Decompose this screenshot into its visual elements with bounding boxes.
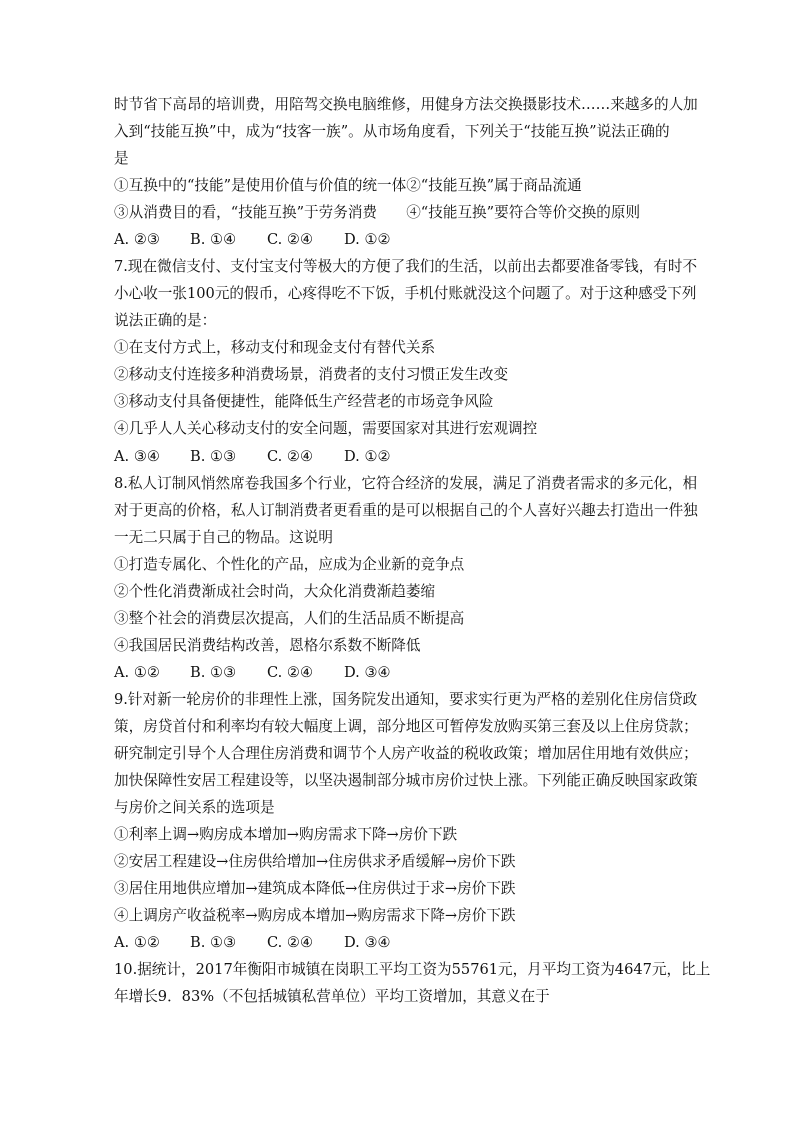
q8-statement-4: ④我国居民消费结构改善，恩格尔系数不断降低	[114, 637, 421, 654]
q9-option-a[interactable]: A. ①②	[114, 934, 160, 951]
q8-stem-line-2: 对于更高的价格，私人订制消费者更看重的是可以根据自己的个人喜好兴趣去打造出一件独	[114, 502, 698, 519]
q7-statement-1: ①在支付方式上，移动支付和现金支付有替代关系	[114, 339, 436, 356]
q8-option-a[interactable]: A. ①②	[114, 664, 160, 681]
q8-options	[114, 663, 391, 683]
q7-option-b[interactable]: B. ①③	[190, 448, 237, 465]
q9-statement-3: ③居住用地供应增加→建筑成本降低→住房供过于求→房价下跌	[114, 880, 516, 897]
q9-statement-4: ④上调房产收益税率→购房成本增加→购房需求下降→房价下跌	[114, 907, 516, 924]
q9-stem-line-1: 9.针对新一轮房价的非理性上涨，国务院发出通知，要求实行更为严格的差别化住房信贷政	[114, 691, 698, 708]
q8-option-b[interactable]: B. ①③	[190, 664, 237, 681]
q7-stem-line-2: 小心收一张100元的假币，心疼得吃不下饭，手机付账就没这个问题了。对于这种感受下列	[114, 285, 697, 302]
q8-statement-3: ③整个社会的消费层次提高，人们的生活品质不断提高	[114, 610, 465, 627]
q9-stem-line-4: 加快保障性安居工程建设等，以坚决遏制部分城市房价过快上涨。下列能正确反映国家政策	[114, 772, 698, 789]
q7-statement-2: ②移动支付连接多种消费场景，消费者的支付习惯正发生改变	[114, 366, 509, 383]
q7-stem-line-1: 7.现在微信支付、支付宝支付等极大的方便了我们的生活，以前出去都要准备零钱，有时不	[114, 258, 698, 275]
q8-statement-2: ②个性化消费渐成社会时尚，大众化消费渐趋萎缩	[114, 583, 436, 600]
q9-option-b[interactable]: B. ①③	[190, 934, 237, 951]
q8-stem-line-3: 一无二只属于自己的物品。这说明	[114, 529, 333, 546]
q9-stem-line-3: 研究制定引导个人合理住房消费和调节个人房产收益的税收政策；增加居住用地有效供应；	[114, 745, 698, 762]
q6-option-c[interactable]: C. ②④	[267, 231, 314, 248]
q7-statement-3: ③移动支付具备便捷性，能降低生产经营老的市场竞争风险	[114, 393, 494, 410]
q9-option-d[interactable]: D. ③④	[344, 934, 391, 951]
q6-statement-2: ③从消费目的看，“技能互换”于劳务消费 ④“技能互换”要符合等价交换的原则	[114, 204, 641, 221]
q10-stem-line-2: 年增长9．83%（不包括城镇私营单位）平均工资增加，其意义在于	[114, 988, 550, 1005]
q6-stem-line-2: 入到“技能互换”中，成为“技客一族”。从市场角度看，下列关于“技能互换”说法正确的	[114, 123, 670, 140]
q8-option-d[interactable]: D. ③④	[344, 664, 391, 681]
q9-stem-line-2: 策，房贷首付和利率均有较大幅度上调，部分地区可暂停发放购买第三套及以上住房贷款；	[114, 718, 698, 735]
q7-option-c[interactable]: C. ②④	[267, 448, 314, 465]
q7-options	[114, 447, 391, 467]
q6-statement-1: ①互换中的“技能”是使用价值与价值的统一体②“技能互换”属于商品流通	[114, 177, 582, 194]
q6-options	[114, 230, 391, 250]
q6-stem-line-3: 是	[114, 150, 129, 167]
q7-option-a[interactable]: A. ③④	[114, 448, 160, 465]
q9-options	[114, 933, 391, 953]
q6-option-a[interactable]: A. ②③	[114, 231, 160, 248]
q6-option-b[interactable]: B. ①④	[190, 231, 237, 248]
q7-stem-line-3: 说法正确的是：	[114, 312, 217, 329]
q9-stem-line-5: 与房价之间关系的选项是	[114, 799, 275, 816]
q8-statement-1: ①打造专属化、个性化的产品，应成为企业新的竞争点	[114, 556, 465, 573]
q9-statement-2: ②安居工程建设→住房供给增加→住房供求矛盾缓解→房价下跌	[114, 853, 516, 870]
q6-option-d[interactable]: D. ①②	[344, 231, 391, 248]
q7-statement-4: ④几乎人人关心移动支付的安全问题，需要国家对其进行宏观调控	[114, 420, 538, 437]
q7-option-d[interactable]: D. ①②	[344, 448, 391, 465]
q8-stem-line-1: 8.私人订制风悄然席卷我国多个行业，它符合经济的发展，满足了消费者需求的多元化，相	[114, 475, 698, 492]
q6-stem-line-1: 时节省下高昂的培训费，用陪驾交换电脑维修，用健身方法交换摄影技术……来越多的人加	[114, 96, 698, 113]
q8-option-c[interactable]: C. ②④	[267, 664, 314, 681]
q10-stem-line-1: 10.据统计，2017年衡阳市城镇在岗职工平均工资为55761元，月平均工资为4647元，比上	[114, 961, 711, 978]
q9-statement-1: ①利率上调→购房成本增加→购房需求下降→房价下跌	[114, 826, 458, 843]
q9-option-c[interactable]: C. ②④	[267, 934, 314, 951]
